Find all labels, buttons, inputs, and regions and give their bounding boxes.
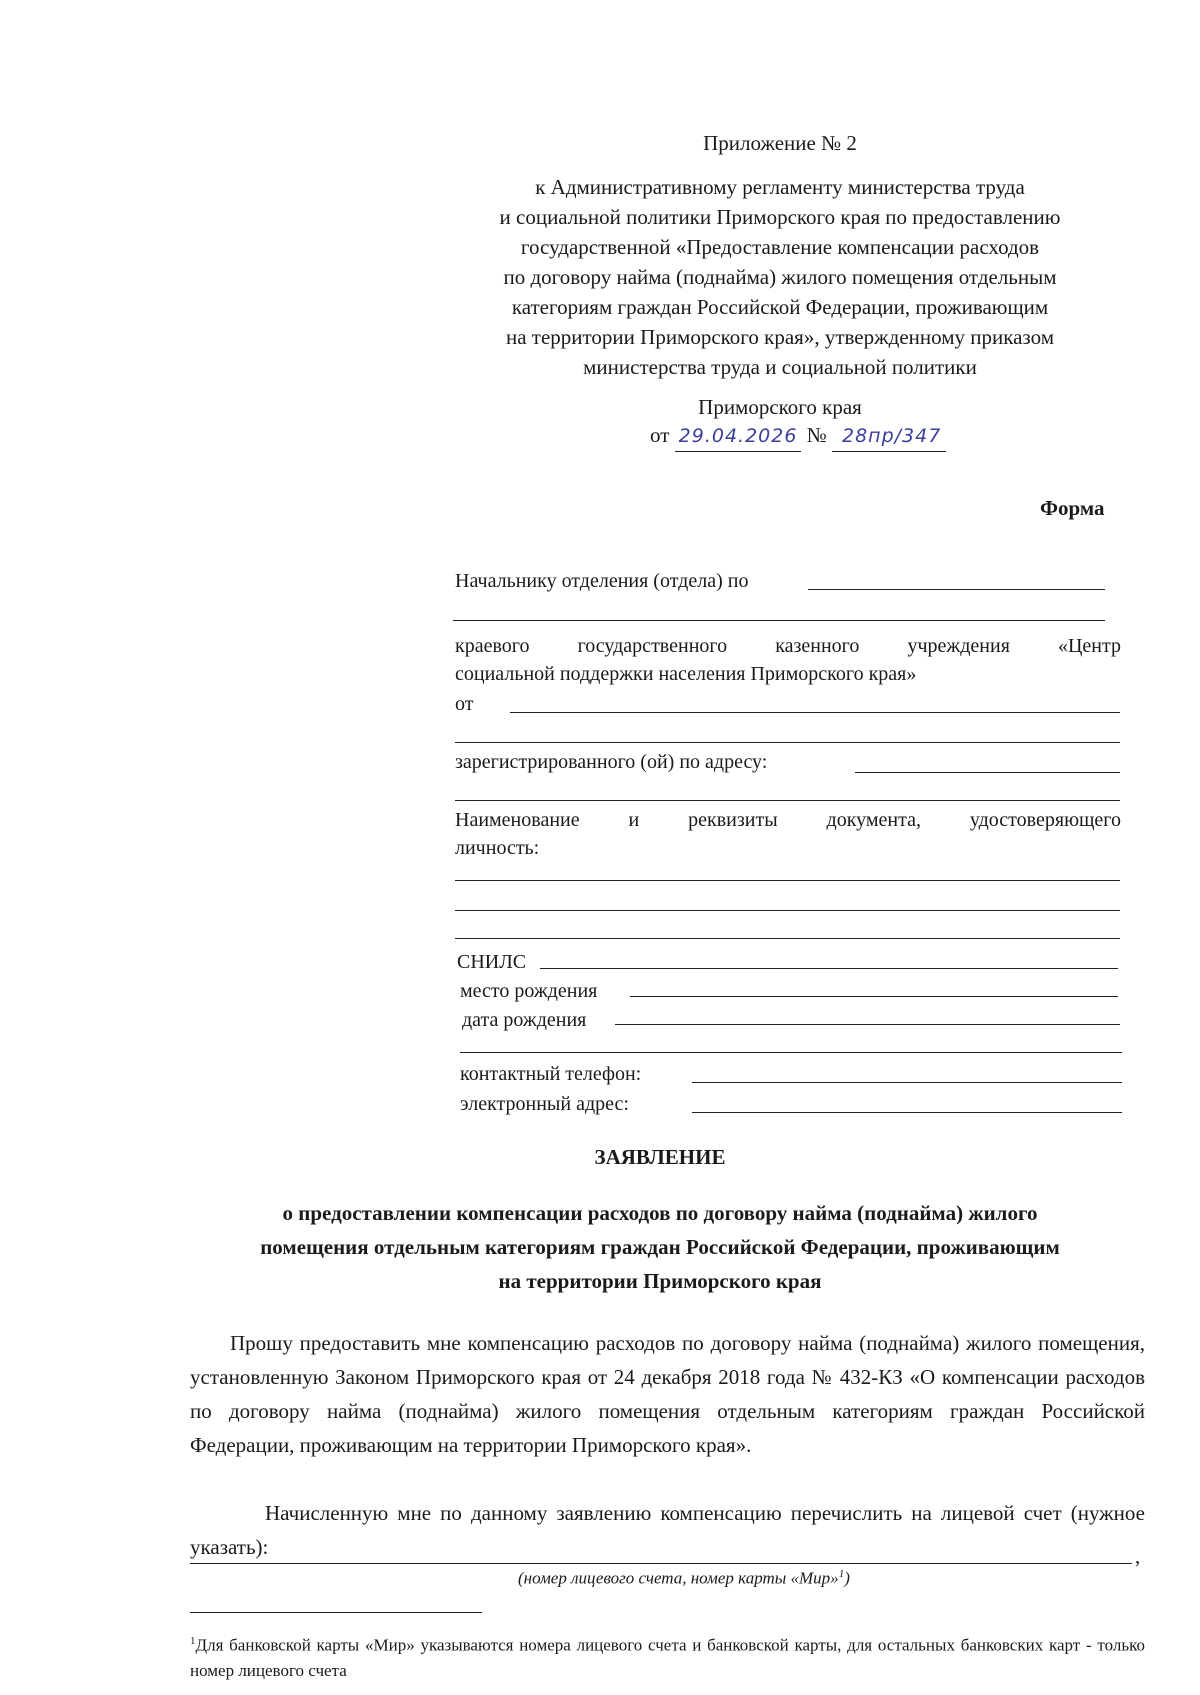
account-line-comma: , xyxy=(1135,1544,1141,1568)
appendix-line: к Административному регламенту министерства труда xyxy=(535,175,1025,199)
id-document-label-line1: Наименование и реквизиты документа, удостоверяющего xyxy=(455,809,1121,831)
handwritten-date: 29.04.2026 xyxy=(675,421,802,452)
id-document-input-line[interactable] xyxy=(455,880,1120,881)
department-input-line-2[interactable] xyxy=(453,620,1105,621)
birthdate-label: дата рождения xyxy=(462,1009,587,1031)
appendix-line: категориям граждан Российской Федерации, проживающим xyxy=(511,295,1049,319)
birthdate-input-line[interactable] xyxy=(615,1024,1120,1025)
applicant-name-line[interactable] xyxy=(510,712,1120,713)
snils-input-line[interactable] xyxy=(540,968,1118,969)
appendix-line: на территории Приморского края», утвержденному приказом xyxy=(505,325,1054,349)
statement-subtitle-line: о предоставлении компенсации расходов по договору найма (поднайма) жилого xyxy=(282,1201,1038,1225)
registered-address-label: зарегистрированного (ой) по адресу: xyxy=(455,751,768,773)
snils-label: СНИЛС xyxy=(457,951,527,973)
email-input-line[interactable] xyxy=(692,1112,1122,1113)
appendix-region: Приморского края xyxy=(698,395,862,419)
appendix-line: министерства труда и социальной политики xyxy=(583,355,977,379)
phone-input-line[interactable] xyxy=(692,1082,1122,1083)
address-input-line[interactable] xyxy=(855,772,1120,773)
date-prefix: от xyxy=(650,423,670,447)
account-hint-text: (номер лицевого счета, номер карты «Мир» xyxy=(518,1568,839,1588)
appendix-line: государственной «Предоставление компенсации расходов xyxy=(520,235,1040,259)
account-number-input-line[interactable] xyxy=(190,1563,1132,1564)
statement-paragraph-1: Прошу предоставить мне компенсацию расходов по договору найма (поднайма) жилого помещения, установленную Законом Приморского края от 24 декабря 2018 года № 432-КЗ «О компенсации расходов по договору найма (поднайма) жилого помещения отдельным категориям граждан Российской Федерации, проживающим на территории Приморского края». xyxy=(190,1331,1145,1457)
appendix-line: по договору найма (поднайма) жилого помещения отдельным xyxy=(503,265,1057,289)
institution-name-line1: краевого государственного казенного учреждения «Центр xyxy=(455,635,1121,657)
birthplace-label: место рождения xyxy=(460,980,598,1002)
account-hint xyxy=(518,1568,850,1589)
statement-subtitle-line: помещения отдельным категориям граждан Российской Федерации, проживающим xyxy=(260,1235,1060,1259)
id-document-input-line-3[interactable] xyxy=(455,938,1120,939)
footnote-marker: 1 xyxy=(190,1635,196,1647)
appendix-title: Приложение № 2 xyxy=(703,131,857,155)
number-prefix: № xyxy=(806,423,827,447)
account-hint-close: ) xyxy=(844,1568,850,1588)
appendix-line: и социальной политики Приморского края по предоставлению xyxy=(499,205,1061,229)
statement-paragraph-2: Начисленную мне по данному заявлению компенсацию перечислить на лицевой счет (нужное указать): xyxy=(190,1501,1145,1559)
id-document-input-line-2[interactable] xyxy=(455,910,1120,911)
phone-label: контактный телефон: xyxy=(460,1063,642,1085)
statement-title: ЗАЯВЛЕНИЕ xyxy=(594,1145,726,1169)
footnote-separator xyxy=(190,1612,482,1613)
handwritten-number: 28пр/347 xyxy=(832,421,946,452)
appendix-description xyxy=(420,172,1140,382)
birthdate-input-line-2[interactable] xyxy=(460,1052,1122,1053)
institution-name-line2: социальной поддержки населения Приморского края» xyxy=(455,663,917,685)
statement-subtitle-line: на территории Приморского края xyxy=(498,1269,822,1293)
form-label: Форма xyxy=(1040,496,1105,520)
footnote xyxy=(190,1629,1145,1683)
head-of-department-label: Начальнику отделения (отдела) по xyxy=(455,570,749,592)
address-input-line-2[interactable] xyxy=(455,800,1120,801)
id-document-label-line2: личность: xyxy=(455,837,540,859)
order-reference xyxy=(650,420,946,452)
department-input-line[interactable] xyxy=(808,589,1105,590)
birthplace-input-line[interactable] xyxy=(630,996,1118,997)
footnote-reference: 1 xyxy=(838,1568,845,1580)
statement-subtitle xyxy=(180,1196,1140,1298)
footnote-text: Для банковской карты «Мир» указываются номера лицевого счета и банковской карты, для остальных банковских карт - только номер лицевого счета xyxy=(190,1635,1145,1680)
from-label: от xyxy=(455,693,474,715)
email-label: электронный адрес: xyxy=(460,1093,629,1115)
applicant-name-line-2[interactable] xyxy=(455,742,1120,743)
